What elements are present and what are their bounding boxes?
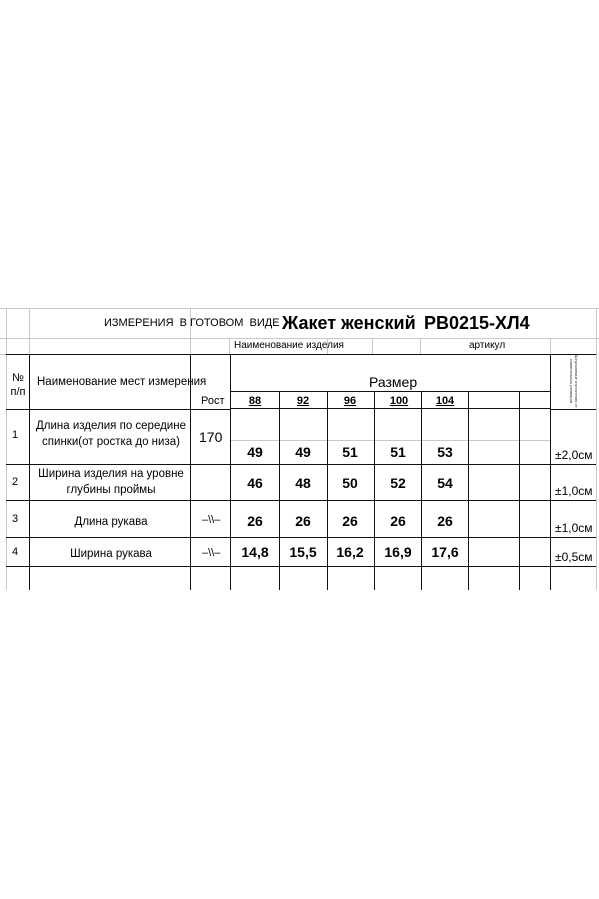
size-header: 92 bbox=[296, 395, 310, 407]
grid-line bbox=[0, 308, 599, 309]
row-number: 4 bbox=[12, 546, 19, 558]
size-header: 88 bbox=[248, 395, 262, 407]
row-ditto-mark: –\\– bbox=[202, 514, 221, 526]
row-tolerance: ±2,0см bbox=[555, 448, 593, 462]
table-border bbox=[551, 409, 596, 410]
table-border bbox=[6, 464, 596, 465]
row-number: 2 bbox=[12, 476, 19, 488]
row-measurement-name: Ширина изделия на уровне глубины проймы bbox=[38, 468, 184, 497]
tolerance-header-text: Допускаемые отклонения от номинальных размеров bbox=[569, 354, 579, 407]
table-border bbox=[29, 354, 30, 590]
row-height: 170 bbox=[199, 429, 223, 445]
row-number: 3 bbox=[12, 513, 19, 525]
row-value: 26 bbox=[342, 513, 358, 529]
row-value: 51 bbox=[342, 444, 358, 460]
row-tolerance: ±1,0см bbox=[555, 484, 593, 498]
tolerance-header bbox=[552, 353, 596, 408]
size-header: 104 bbox=[435, 395, 455, 407]
grid-line bbox=[6, 308, 7, 590]
grid-line bbox=[190, 308, 191, 354]
row-value: 54 bbox=[437, 475, 453, 491]
column-header-place: Наименование мест измерения bbox=[37, 376, 207, 388]
table-border bbox=[468, 391, 469, 590]
table-border bbox=[6, 537, 596, 538]
row-tolerance: ±1,0см bbox=[555, 521, 593, 535]
sheet-subtitle: ИЗМЕРЕНИЯ В ГОТОВОМ ВИДЕ bbox=[104, 317, 280, 329]
table-border bbox=[421, 391, 422, 590]
row-number: 1 bbox=[12, 429, 19, 441]
row-tolerance: ±0,5см bbox=[555, 550, 593, 564]
row-value: 49 bbox=[295, 444, 311, 460]
table-border bbox=[519, 391, 520, 590]
row-value: 49 bbox=[247, 444, 263, 460]
row-value: 26 bbox=[247, 513, 263, 529]
table-border bbox=[6, 500, 596, 501]
row-value: 14,8 bbox=[241, 544, 269, 560]
column-header-num: № п/п bbox=[10, 372, 26, 399]
row-value: 15,5 bbox=[289, 544, 317, 560]
row-value: 51 bbox=[390, 444, 406, 460]
row-value: 52 bbox=[390, 475, 406, 491]
article-code: РВ0215-ХЛ4 bbox=[424, 313, 530, 333]
grid-line bbox=[29, 308, 30, 354]
row-value: 26 bbox=[295, 513, 311, 529]
grid-line bbox=[0, 338, 599, 339]
table-border bbox=[327, 391, 328, 590]
row-measurement-name: Длина рукава bbox=[74, 516, 148, 528]
grid-line bbox=[596, 308, 597, 590]
table-border bbox=[190, 354, 191, 590]
table-border bbox=[550, 354, 551, 590]
row-value: 17,6 bbox=[431, 544, 459, 560]
row-value: 16,2 bbox=[336, 544, 364, 560]
row-value: 26 bbox=[390, 513, 406, 529]
table-border bbox=[230, 354, 231, 590]
grid-line bbox=[550, 338, 551, 354]
table-border bbox=[374, 391, 375, 590]
table-border bbox=[279, 391, 280, 590]
grid-line bbox=[229, 338, 230, 354]
grid-line bbox=[372, 338, 373, 354]
row-value: 16,9 bbox=[384, 544, 412, 560]
row-value: 53 bbox=[437, 444, 453, 460]
table-border bbox=[6, 566, 596, 567]
size-header: 96 bbox=[343, 395, 357, 407]
column-header-height: Рост bbox=[201, 395, 225, 407]
row-value: 46 bbox=[247, 475, 263, 491]
product-title: Жакет женский bbox=[282, 313, 416, 333]
row-value: 50 bbox=[342, 475, 358, 491]
table-border bbox=[6, 409, 230, 410]
row-value: 26 bbox=[437, 513, 453, 529]
row-measurement-name: Длина изделия по середине спинки(от ростка до низа) bbox=[36, 420, 186, 449]
size-group-header: Размер bbox=[369, 374, 418, 390]
table-border bbox=[6, 354, 596, 355]
row-value: 48 bbox=[295, 475, 311, 491]
article-label: артикул bbox=[469, 340, 506, 351]
row-ditto-mark: –\\– bbox=[202, 547, 221, 559]
grid-line bbox=[420, 338, 421, 354]
product-name-label: Наименование изделия bbox=[234, 340, 344, 351]
row-measurement-name: Ширина рукава bbox=[70, 548, 152, 560]
size-header: 100 bbox=[389, 395, 409, 407]
